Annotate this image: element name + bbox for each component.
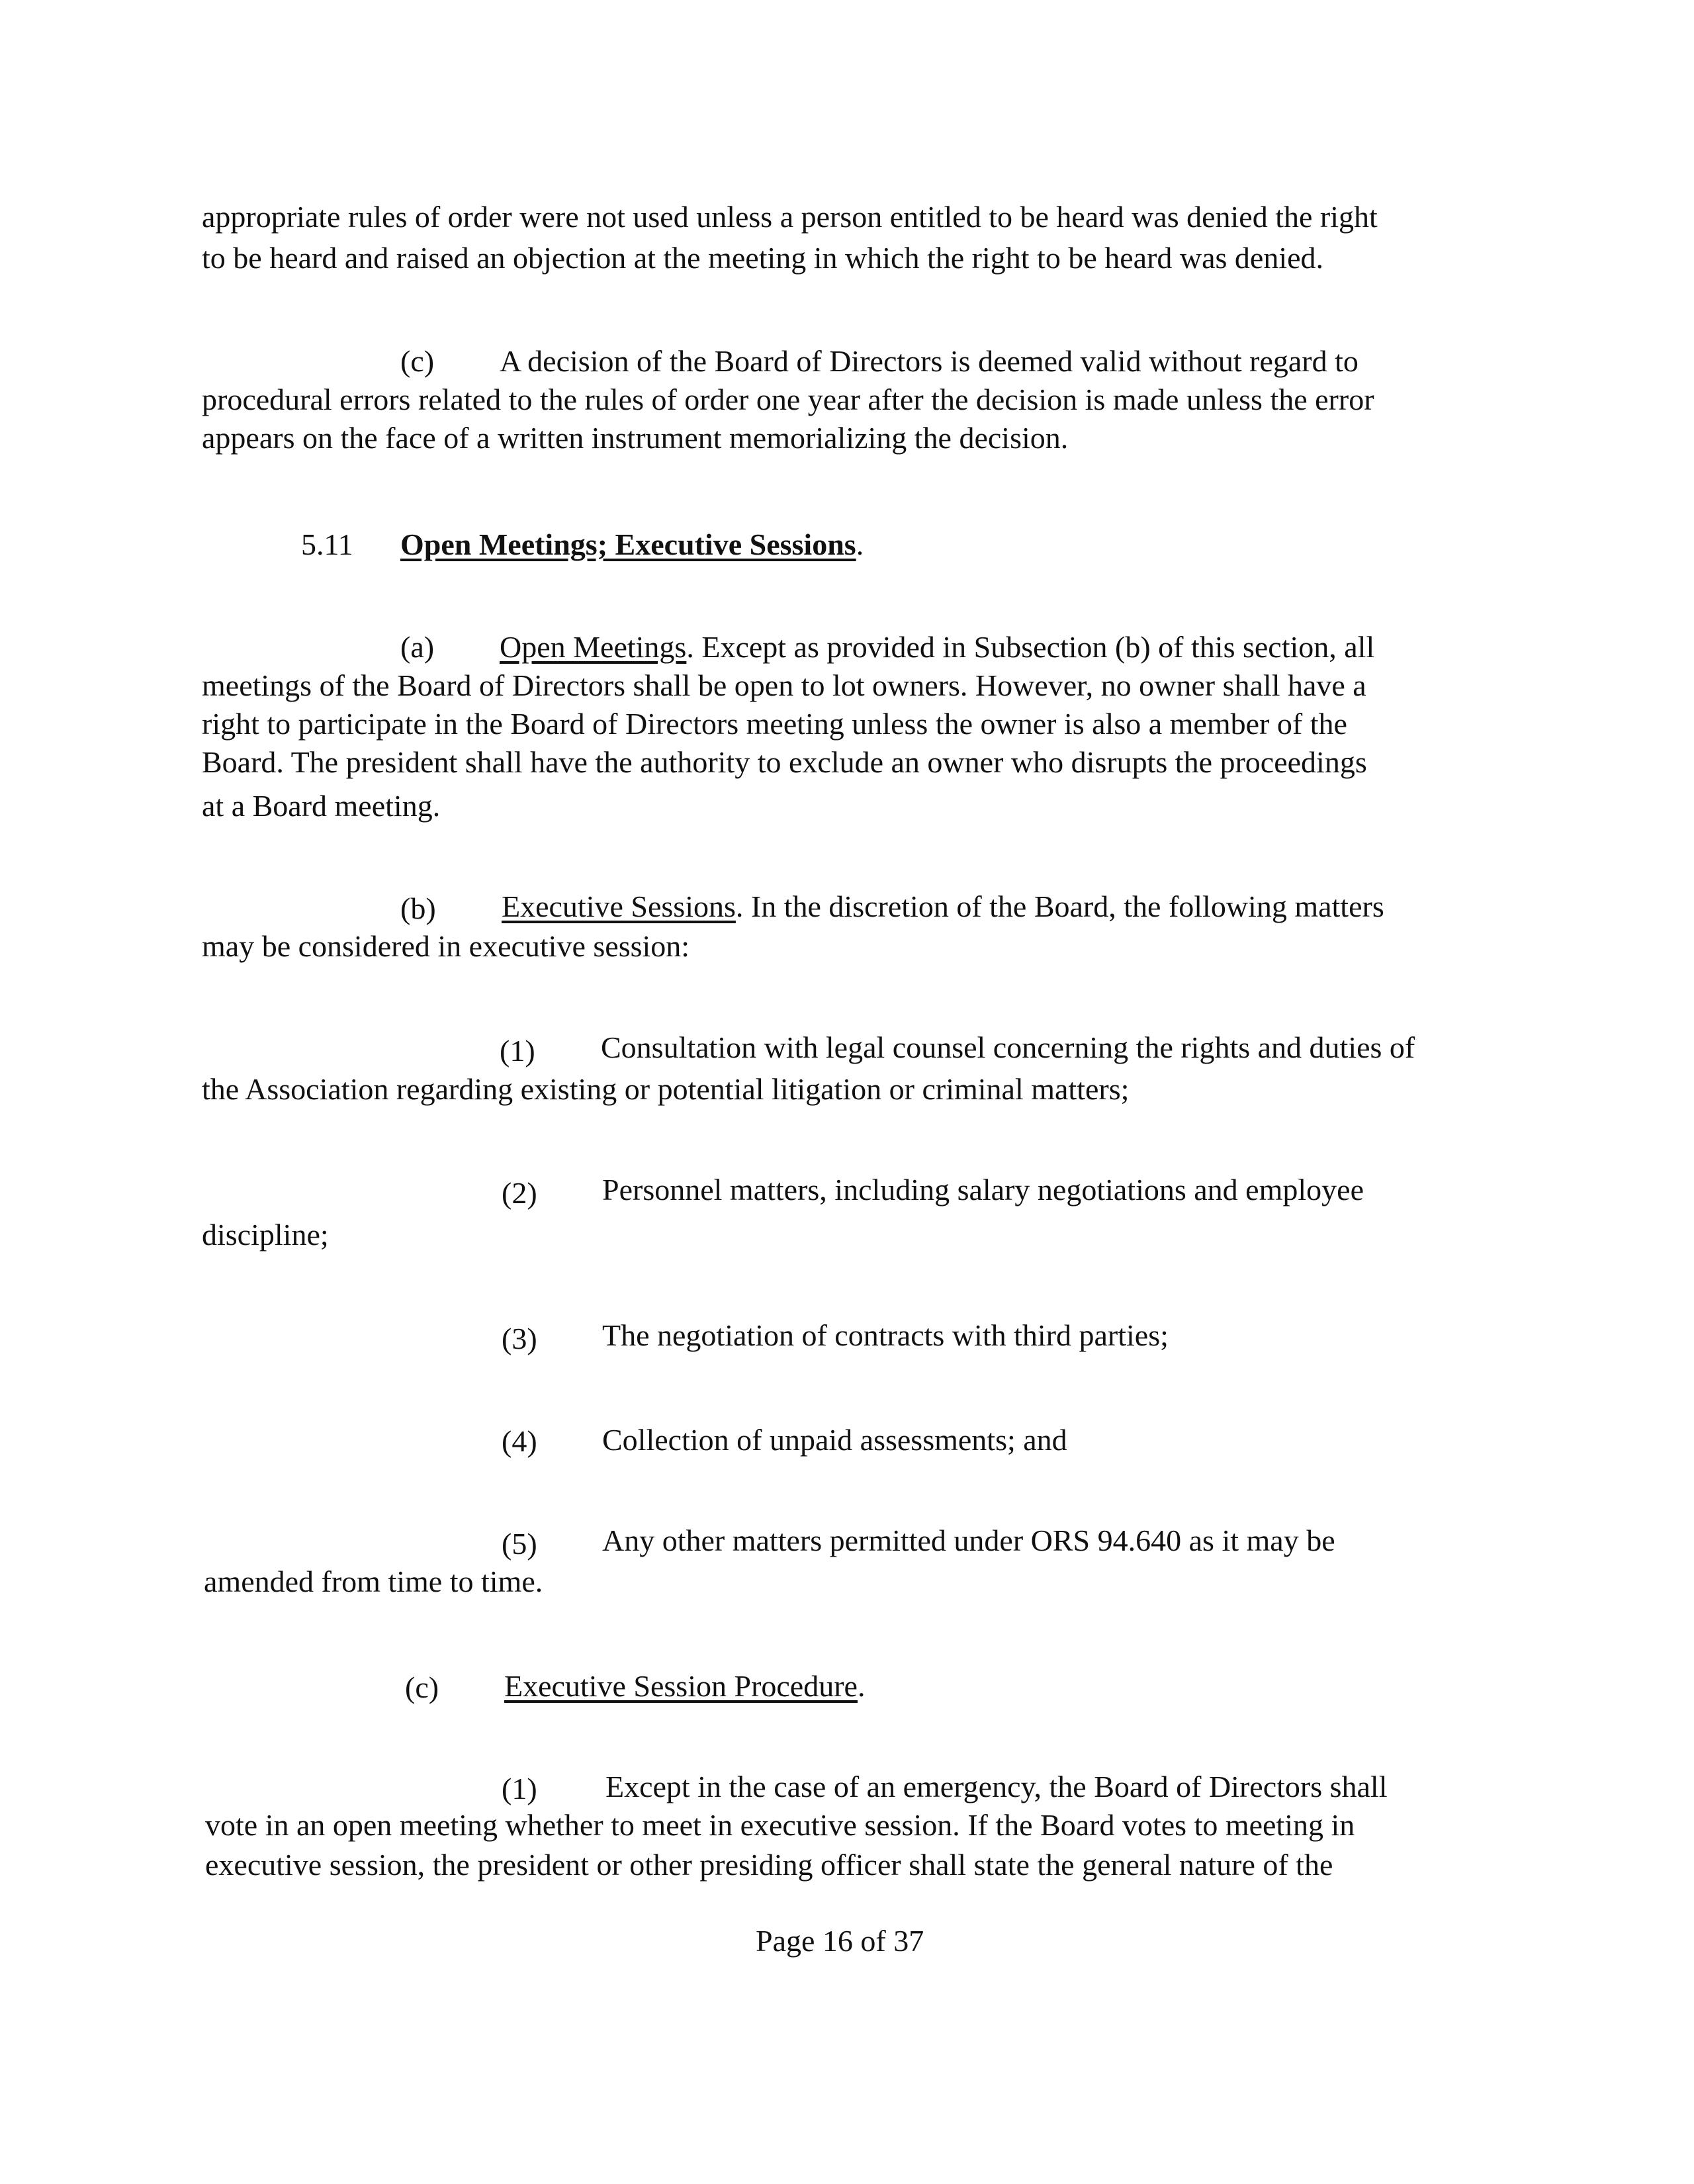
list-item-text: Any other matters permitted under ORS 94.640 as it may be: [602, 1524, 1335, 1557]
list-item-text: Consultation with legal counsel concerning the rights and duties of: [601, 1030, 1415, 1064]
body-text-line: appropriate rules of order were not used unless a person entitled to be heard was denied the right: [202, 200, 1378, 234]
body-text-line: A decision of the Board of Directors is deemed valid without regard to: [500, 344, 1359, 378]
body-text: . Except as provided in Subsection (b) of this section, all: [686, 630, 1375, 664]
paragraph-heading: Executive Sessions: [502, 889, 736, 923]
list-item-text: the Association regarding existing or potential litigation or criminal matters;: [202, 1072, 1130, 1106]
list-item-text: Except in the case of an emergency, the Board of Directors shall: [605, 1770, 1388, 1803]
paragraph-heading: Open Meetings: [500, 630, 687, 664]
body-text-line: procedural errors related to the rules of order one year after the decision is made unless the error: [202, 383, 1374, 416]
list-item-text: vote in an open meeting whether to meet in executive session. If the Board votes to meeting in: [205, 1808, 1355, 1842]
section-title-period: .: [856, 527, 864, 561]
paragraph-label: (c): [405, 1670, 439, 1704]
body-text-line: to be heard and raised an objection at the meeting in which the right to be heard was denied.: [202, 241, 1324, 275]
list-number: (1): [502, 1772, 537, 1805]
list-item-text: Personnel matters, including salary negotiations and employee: [602, 1173, 1364, 1206]
list-number: (5): [502, 1527, 537, 1561]
body-text-line: Board. The president shall have the authority to exclude an owner who disrupts the proceedings: [202, 745, 1367, 779]
list-item-text: executive session, the president or other presiding officer shall state the general nature of the: [205, 1848, 1333, 1882]
page-number: Page 16 of 37: [756, 1924, 924, 1958]
body-text: .: [857, 1669, 866, 1703]
paragraph-label: (c): [400, 344, 435, 378]
list-number: (2): [502, 1176, 537, 1210]
list-number: (1): [500, 1034, 535, 1068]
list-item-text: discipline;: [202, 1218, 329, 1251]
paragraph-heading: Executive Session Procedure: [504, 1669, 858, 1703]
paragraph-label: (b): [400, 891, 436, 925]
paragraph-label: (a): [400, 630, 435, 664]
body-text: . In the discretion of the Board, the following matters: [735, 889, 1384, 923]
body-text-line: appears on the face of a written instrument memorializing the decision.: [202, 421, 1069, 455]
list-item-text: The negotiation of contracts with third parties;: [602, 1318, 1169, 1352]
body-text-line: meetings of the Board of Directors shall be open to lot owners. However, no owner shall have a: [202, 668, 1366, 702]
list-item-text: amended from time to time.: [204, 1565, 543, 1598]
list-item-text: Collection of unpaid assessments; and: [602, 1423, 1067, 1457]
paragraph-heading-line: [500, 629, 1374, 666]
body-text-line: may be considered in executive session:: [202, 929, 690, 963]
body-text-line: right to participate in the Board of Directors meeting unless the owner is also a member of the: [202, 707, 1347, 741]
section-number: 5.11: [301, 527, 353, 561]
section-title-text: Open Meetings; Executive Sessions: [400, 527, 856, 561]
list-number: (3): [502, 1322, 537, 1355]
paragraph-heading-line: [504, 1668, 865, 1705]
paragraph-heading-line: [502, 888, 1384, 925]
body-text-line: at a Board meeting.: [202, 789, 441, 823]
section-title: [400, 526, 864, 563]
list-number: (4): [502, 1424, 537, 1458]
